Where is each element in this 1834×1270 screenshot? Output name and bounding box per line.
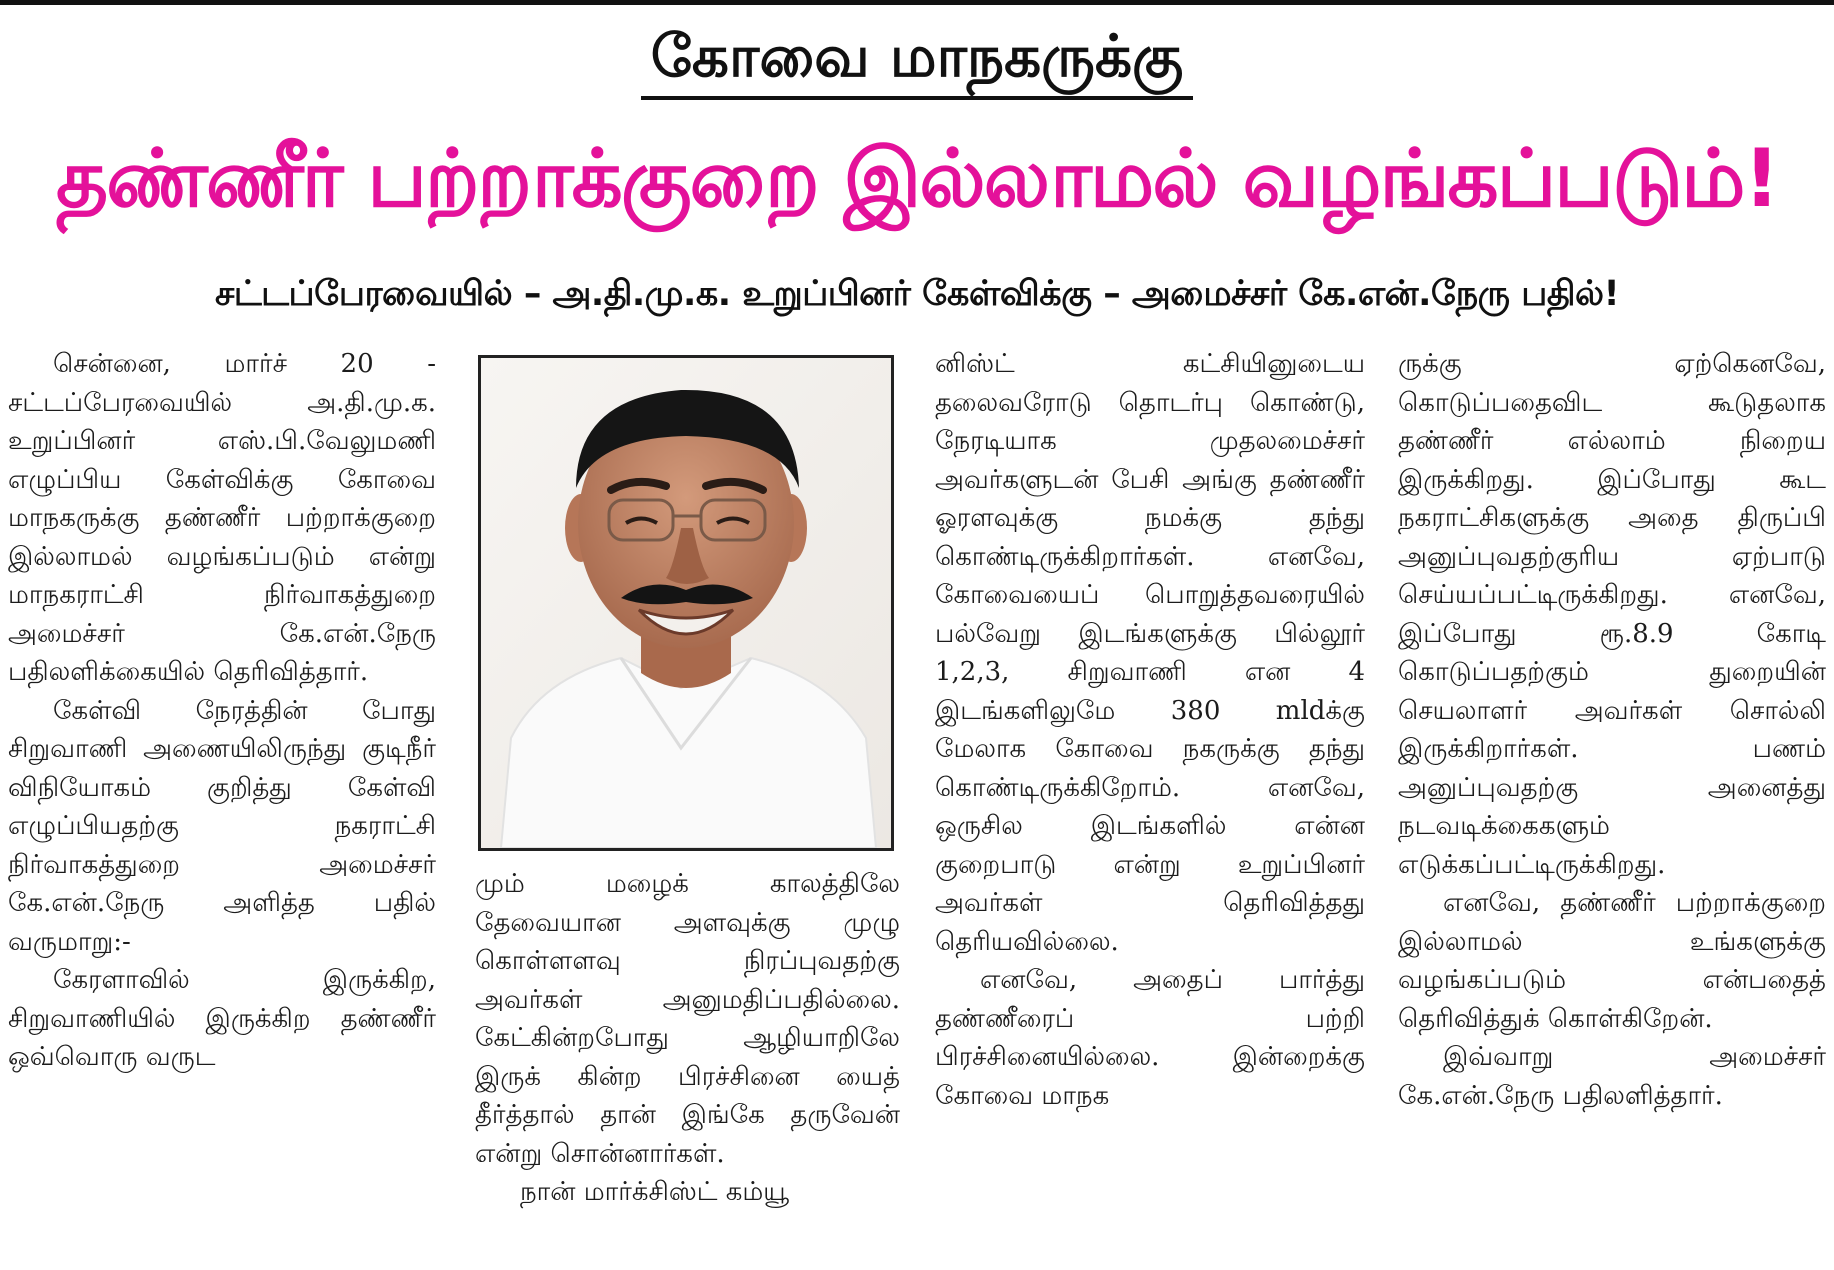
- col4-para-3: இவ்வாறு அமைச்சர் கே.என்.நேரு பதிலளித்தார்.: [1398, 1042, 1826, 1111]
- col1-para-1: சென்னை, மார்ச் 20 - சட்டப்பேரவையில் அ.தி.மு.க. உறுப்பினர் எஸ்.பி.வேலுமணி எழுப்பிய கேள்விக்கு கோவை மாநகருக்கு தண்ணீர் பற்றாக்குறை இல்லாமல் வழங்கப்படும் என்று மாநகராட்சி நிர்வாகத்துறை அமைச்சர் கே.என்.நேரு பதிலளிக்கையில் தெரிவித்தார்.: [8, 349, 436, 687]
- col1-para-3: கேரளாவில் இருக்கிற, சிறுவாணியில் இருக்கிற தண்ணீர் ஒவ்வொரு வருட: [8, 965, 436, 1072]
- col2-para-2: நான் மார்க்சிஸ்ட் கம்யூ: [520, 1177, 790, 1207]
- col4-para-2: எனவே, தண்ணீர் பற்றாக்குறை இல்லாமல் உங்களுக்கு வழங்கப்படும் என்பதைத் தெரிவித்துக் கொள்கிறேன்.: [1398, 888, 1826, 1034]
- portrait-illustration: [481, 358, 891, 848]
- article-column-4: [1398, 345, 1826, 1265]
- col1-para-2: கேள்வி நேரத்தின் போது சிறுவாணி அணையிலிருந்து குடிநீர் விநியோகம் குறித்து கேள்வி எழுப்பியதற்கு நகராட்சி நிர்வாகத்துறை அமைச்சர் கே.என்.நேரு அளித்த பதில் வருமாறு:-: [8, 695, 436, 957]
- col4-para-1: ருக்கு ஏற்கெனவே, கொடுப்பதைவிட கூடுதலாக தண்ணீர் எல்லாம் நிறைய இருக்கிறது. இப்போது கூட நகராட்சிகளுக்கு அதை திருப்பி அனுப்புவதற்குரிய ஏற்பாடு செய்யப்பட்டிருக்கிறது. எனவே, இப்போது ரூ.8.9 கோடி கொடுப்பதற்கும் துறையின் செயலாளர் அவர்கள் சொல்லி இருக்கிறார்கள். பணம் அனுப்புவதற்கு அனைத்து நடவடிக்கைகளும் எடுக்கப்பட்டிருக்கிறது.: [1398, 349, 1826, 880]
- kicker-text: கோவை மாநகருக்கு: [641, 18, 1194, 100]
- col3-para-1: னிஸ்ட் கட்சியினுடைய தலைவரோடு தொடர்பு கொண்டு, நேரடியாக முதலமைச்சர் அவர்களுடன் பேசி அங்கு தண்ணீர் ஓரளவுக்கு நமக்கு தந்து கொண்டிருக்கிறார்கள். எனவே, கோவையைப் பொறுத்தவரையில் பல்வேறு இடங்களுக்கு பில்லூர் 1,2,3, சிறுவாணி என 4 இடங்களிலுமே 380 mldக்கு மேலாக கோவை நகருக்கு தந்து கொண்டிருக்கிறோம். எனவே, ஒருசில இடங்களில் என்ன குறைபாடு என்று உறுப்பினர் அவர்கள் தெரிவித்தது தெரியவில்லை.: [935, 349, 1365, 957]
- col3-para-2: எனவே, அதைப் பார்த்து தண்ணீரைப் பற்றி பிரச்சினையில்லை. இன்றைக்கு கோவை மாநக: [935, 965, 1365, 1111]
- article-column-2: [475, 865, 900, 1265]
- sub-headline: சட்டப்பேரவையில் – அ.தி.மு.க. உறுப்பினர் கேள்விக்கு – அமைச்சர் கே.என்.நேரு பதில்!: [214, 274, 1620, 314]
- top-rule: [0, 0, 1834, 5]
- article-column-1: [8, 345, 436, 1265]
- kicker-heading: [0, 18, 1834, 100]
- portrait-photo: [478, 355, 894, 851]
- main-headline: தண்ணீர் பற்றாக்குறை இல்லாமல் வழங்கப்படும்!: [55, 132, 1779, 225]
- article-column-3: [935, 345, 1365, 1265]
- col2-para-1: மும் மழைக் காலத்திலே தேவையான அளவுக்கு முழு கொள்ளளவு நிரப்புவதற்கு அவர்கள் அனுமதிப்பதில்லை. கேட்கின்றபோது ஆழியாறிலே இருக் கின்ற பிரச்சினை யைத் தீர்த்தால் தான் இங்கே தருவேன் என்று சொன்னார்கள்.: [475, 869, 900, 1169]
